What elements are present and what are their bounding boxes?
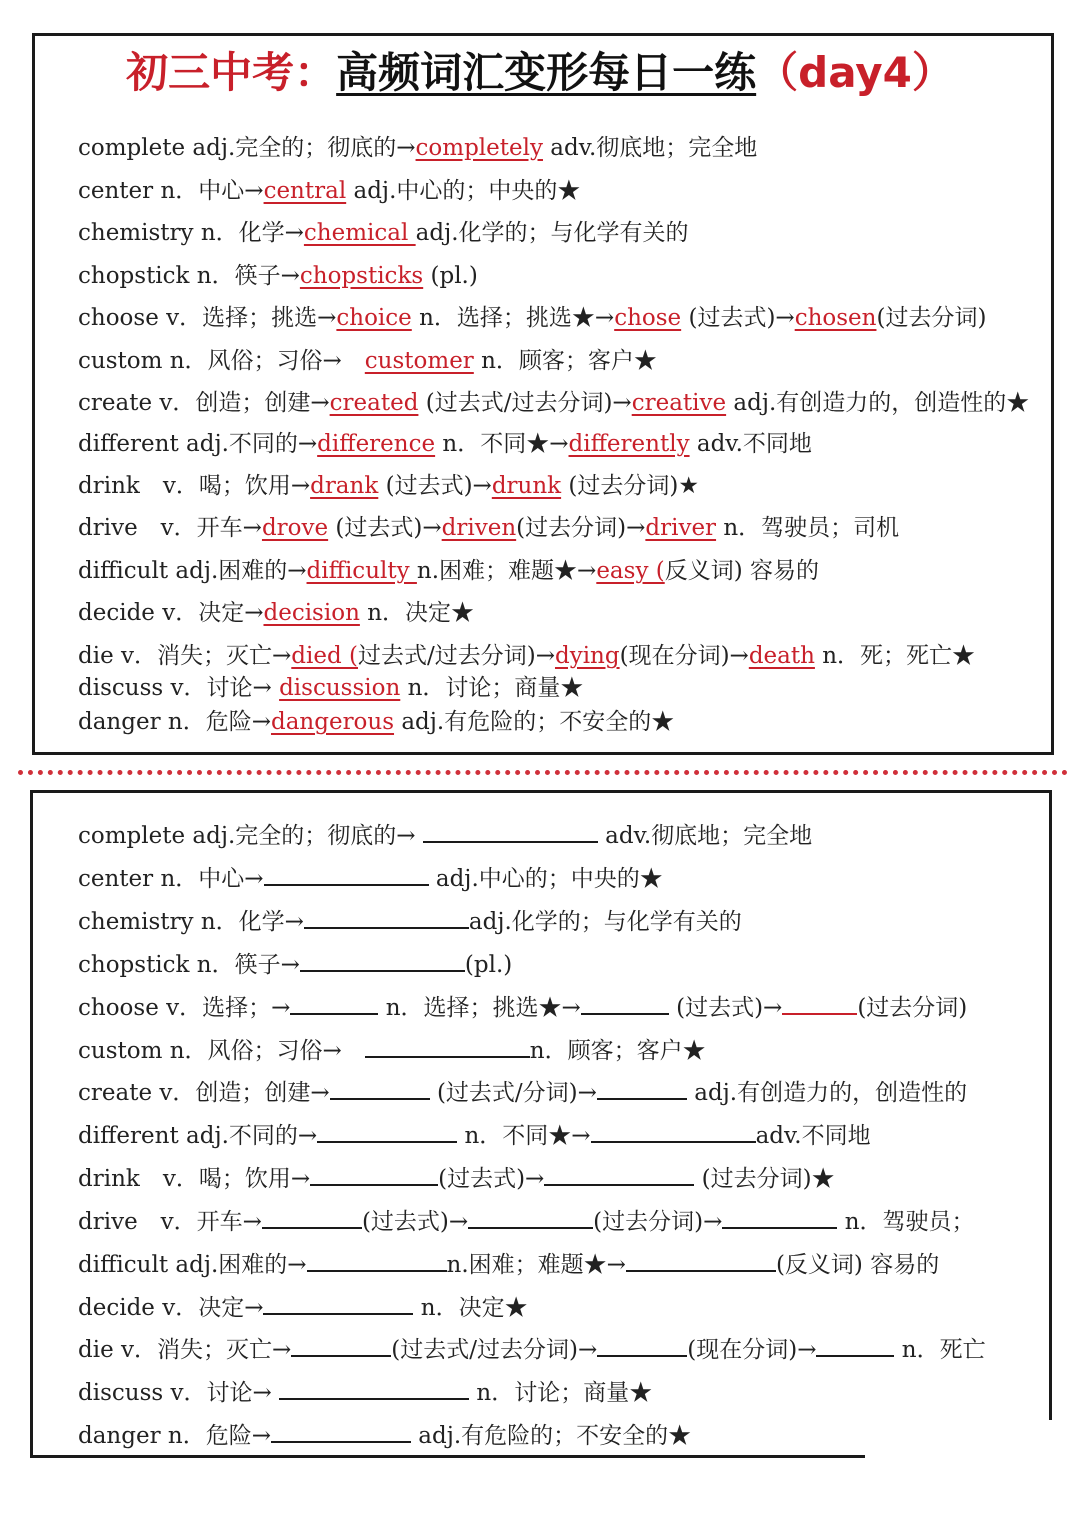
answer-blank[interactable] — [307, 1244, 447, 1272]
answer-blank[interactable] — [290, 987, 378, 1015]
line-text: different adj.不同的→ — [78, 431, 318, 457]
answer-blank[interactable] — [626, 1244, 776, 1272]
line-text: center n．中心→ — [78, 178, 264, 204]
answer-blank[interactable] — [423, 815, 598, 843]
line-text: discuss v．讨论→ — [78, 1380, 280, 1406]
line-text: adj.有危险的；不安全的★ — [394, 709, 675, 735]
line-text: create v．创造；创建→ — [78, 1080, 330, 1106]
line-text: adj.化学的；与化学有关的 — [468, 909, 742, 935]
line-text: die v．消失；灭亡→ — [78, 643, 292, 669]
line-text: n．讨论；商量★ — [400, 675, 584, 701]
line-text: 反义词) 容易的 — [664, 558, 820, 584]
line-text: danger n．危险→ — [78, 1423, 271, 1449]
answer-blank[interactable] — [597, 1072, 687, 1100]
line-text: (过去式)→ — [361, 1209, 469, 1235]
line-text: (过去分词) — [876, 305, 987, 331]
answer-line — [78, 346, 657, 376]
exercise-line — [78, 987, 967, 1023]
line-text: (过去分词) — [857, 995, 968, 1021]
line-text: choose v．选择；→ — [78, 995, 291, 1021]
line-text: n．顾客；客户★ — [529, 1038, 706, 1064]
title-prefix: 初三中考： — [126, 48, 337, 97]
answer-line — [78, 261, 478, 291]
answer-word: creative — [631, 390, 727, 416]
answer-blank[interactable] — [782, 987, 857, 1015]
line-text: custom n．风俗；习俗→ — [78, 348, 365, 374]
exercise-box-bottom-border — [30, 1455, 865, 1458]
exercise-line — [78, 1372, 652, 1408]
line-text: n．驾驶员； — [837, 1209, 975, 1235]
answer-word: chose — [614, 305, 682, 331]
line-text: different adj.不同的→ — [78, 1123, 318, 1149]
line-text: (过去式)→ — [328, 515, 442, 541]
line-text: 过去式/过去分词)→ — [357, 643, 555, 669]
exercise-line — [78, 1158, 835, 1194]
answer-word: driver — [645, 515, 717, 541]
line-text: drive v．开车→ — [78, 515, 262, 541]
line-text: adj.化学的；与化学有关的 — [415, 220, 689, 246]
answer-blank[interactable] — [544, 1158, 694, 1186]
answer-word: created — [329, 390, 419, 416]
line-text: (过去分词)★ — [694, 1166, 835, 1192]
line-text: drive v．开车→ — [78, 1209, 262, 1235]
answer-word: difficulty — [306, 558, 417, 584]
exercise-line — [78, 1115, 871, 1151]
answer-blank[interactable] — [279, 1372, 469, 1400]
line-text: (反义词) 容易的 — [775, 1252, 940, 1278]
exercise-line — [78, 1072, 967, 1108]
answer-blank[interactable] — [330, 1072, 430, 1100]
line-text: adv.不同地 — [755, 1123, 871, 1149]
line-text: n．讨论；商量★ — [469, 1380, 653, 1406]
line-text: (过去式/过去分词)→ — [391, 1337, 598, 1363]
answer-line — [78, 707, 674, 737]
exercise-line — [78, 1287, 528, 1323]
answer-line — [78, 176, 580, 206]
exercise-line — [78, 1415, 691, 1451]
line-text: n.困难；难题★→ — [446, 1252, 626, 1278]
answer-word: chosen — [794, 305, 877, 331]
answer-blank[interactable] — [365, 1030, 530, 1058]
line-text: n．顾客；客户★ — [473, 348, 657, 374]
line-text: adj.中心的；中央的★ — [346, 178, 581, 204]
answer-blank[interactable] — [317, 1115, 457, 1143]
line-text: (过去式)→ — [378, 473, 492, 499]
line-text: n．驾驶员；司机 — [716, 515, 900, 541]
exercise-line — [78, 1329, 986, 1365]
answer-word: decision — [263, 600, 360, 626]
answer-word: drank — [310, 473, 379, 499]
line-text: complete adj.完全的；彻底的→ — [78, 823, 423, 849]
line-text: n．决定★ — [359, 600, 475, 626]
answer-blank[interactable] — [291, 1329, 391, 1357]
answer-blank[interactable] — [591, 1115, 756, 1143]
answer-word: discussion — [279, 675, 401, 701]
line-text: complete adj.完全的；彻底的→ — [78, 135, 416, 161]
exercise-line — [78, 1244, 939, 1280]
line-text: adj.中心的；中央的★ — [428, 866, 663, 892]
answer-blank[interactable] — [722, 1201, 837, 1229]
answer-line — [78, 673, 583, 703]
answer-word: central — [263, 178, 347, 204]
line-text: danger n．危险→ — [78, 709, 271, 735]
line-text: drink v．喝；饮用→ — [78, 473, 311, 499]
answer-word: chopsticks — [299, 263, 424, 289]
line-text: n．决定★ — [413, 1295, 528, 1321]
line-text: adv.不同地 — [689, 431, 812, 457]
answer-line — [78, 388, 1029, 418]
answer-word: customer — [364, 348, 474, 374]
answer-line — [78, 133, 757, 163]
answer-line — [78, 641, 975, 671]
answer-word: difference — [317, 431, 436, 457]
answer-word: death — [748, 643, 815, 669]
line-text: n．不同★→ — [435, 431, 569, 457]
line-text: adv.彻底地；完全地 — [597, 823, 813, 849]
exercise-line — [78, 901, 742, 937]
line-text: n．选择；挑选★→ — [411, 305, 615, 331]
answer-word: driven — [441, 515, 517, 541]
line-text: choose v．选择；挑选→ — [78, 305, 337, 331]
line-text: drink v．喝；饮用→ — [78, 1166, 311, 1192]
line-text: adj.有创造力的，创造性的 — [686, 1080, 968, 1106]
line-text: decide v．决定→ — [78, 600, 264, 626]
line-text: (过去分词)→ — [593, 1209, 723, 1235]
answer-blank[interactable] — [468, 1201, 593, 1229]
line-text: (现在分词)→ — [687, 1337, 817, 1363]
line-text: discuss v．讨论→ — [78, 675, 280, 701]
answer-word: choice — [336, 305, 412, 331]
answer-word: dangerous — [270, 709, 395, 735]
title-suffix: （day4） — [756, 48, 954, 97]
line-text: (过去式)→ — [438, 1166, 545, 1192]
line-text: n．死亡 — [894, 1337, 986, 1363]
line-text: n．选择；挑选★→ — [378, 995, 581, 1021]
answer-line — [78, 218, 689, 248]
line-text: (过去分词)→ — [516, 515, 646, 541]
title-main: 高频词汇变形每日一练 — [336, 48, 757, 97]
line-text: (过去式)→ — [681, 305, 795, 331]
answer-word: easy ( — [596, 558, 665, 584]
line-text: adj.有危险的；不安全的★ — [410, 1423, 692, 1449]
line-text: n．不同★→ — [457, 1123, 591, 1149]
answer-blank[interactable] — [310, 1158, 438, 1186]
answer-word: differently — [568, 431, 690, 457]
answer-word: completely — [415, 135, 543, 161]
answer-blank[interactable] — [816, 1329, 894, 1357]
line-text: chemistry n．化学→ — [78, 220, 304, 246]
line-text: (pl.) — [423, 263, 478, 289]
line-text: create v．创造；创建→ — [78, 390, 330, 416]
line-text: die v．消失；灭亡→ — [78, 1337, 292, 1363]
answer-word: died ( — [291, 643, 358, 669]
line-text: decide v．决定→ — [78, 1295, 264, 1321]
line-text: (pl.) — [464, 952, 513, 978]
line-text: (过去式/过去分词)→ — [418, 390, 632, 416]
exercise-line — [78, 815, 812, 851]
line-text: n.困难；难题★→ — [416, 558, 597, 584]
line-text: (现在分词)→ — [619, 643, 749, 669]
line-text: chemistry n．化学→ — [78, 909, 304, 935]
answer-blank[interactable] — [581, 987, 669, 1015]
answer-line — [78, 303, 986, 333]
line-text: adj.有创造力的，创造性的★ — [726, 390, 1030, 416]
line-text: (过去分词)★ — [561, 473, 699, 499]
answer-line — [78, 556, 819, 586]
answer-blank[interactable] — [304, 901, 469, 929]
answer-blank[interactable] — [263, 1287, 413, 1315]
answer-blank[interactable] — [262, 1201, 362, 1229]
answer-word: drunk — [491, 473, 562, 499]
answer-line — [78, 598, 474, 628]
line-text: center n．中心→ — [78, 866, 264, 892]
answer-blank[interactable] — [597, 1329, 687, 1357]
answer-line — [78, 429, 812, 459]
exercise-line — [78, 1201, 975, 1237]
exercise-line — [78, 858, 663, 894]
answer-word: chemical — [303, 220, 416, 246]
line-text: difficult adj.困难的→ — [78, 558, 307, 584]
exercise-line — [78, 1030, 706, 1066]
dotted-divider — [18, 770, 1068, 775]
line-text: chopstick n．筷子→ — [78, 263, 300, 289]
answer-word: dying — [554, 643, 620, 669]
answer-blank[interactable] — [271, 1415, 411, 1443]
exercise-line — [78, 944, 512, 980]
line-text: (过去式/分词)→ — [429, 1080, 597, 1106]
answer-word: drove — [261, 515, 329, 541]
line-text: chopstick n．筷子→ — [78, 952, 300, 978]
line-text: difficult adj.困难的→ — [78, 1252, 307, 1278]
line-text: adv.彻底地；完全地 — [542, 135, 758, 161]
answer-blank[interactable] — [300, 944, 465, 972]
line-text: (过去式)→ — [668, 995, 783, 1021]
answer-blank[interactable] — [264, 858, 429, 886]
answer-line — [78, 471, 699, 501]
line-text: custom n．风俗；习俗→ — [78, 1038, 365, 1064]
answer-line — [78, 513, 899, 543]
line-text: n．死；死亡★ — [814, 643, 976, 669]
